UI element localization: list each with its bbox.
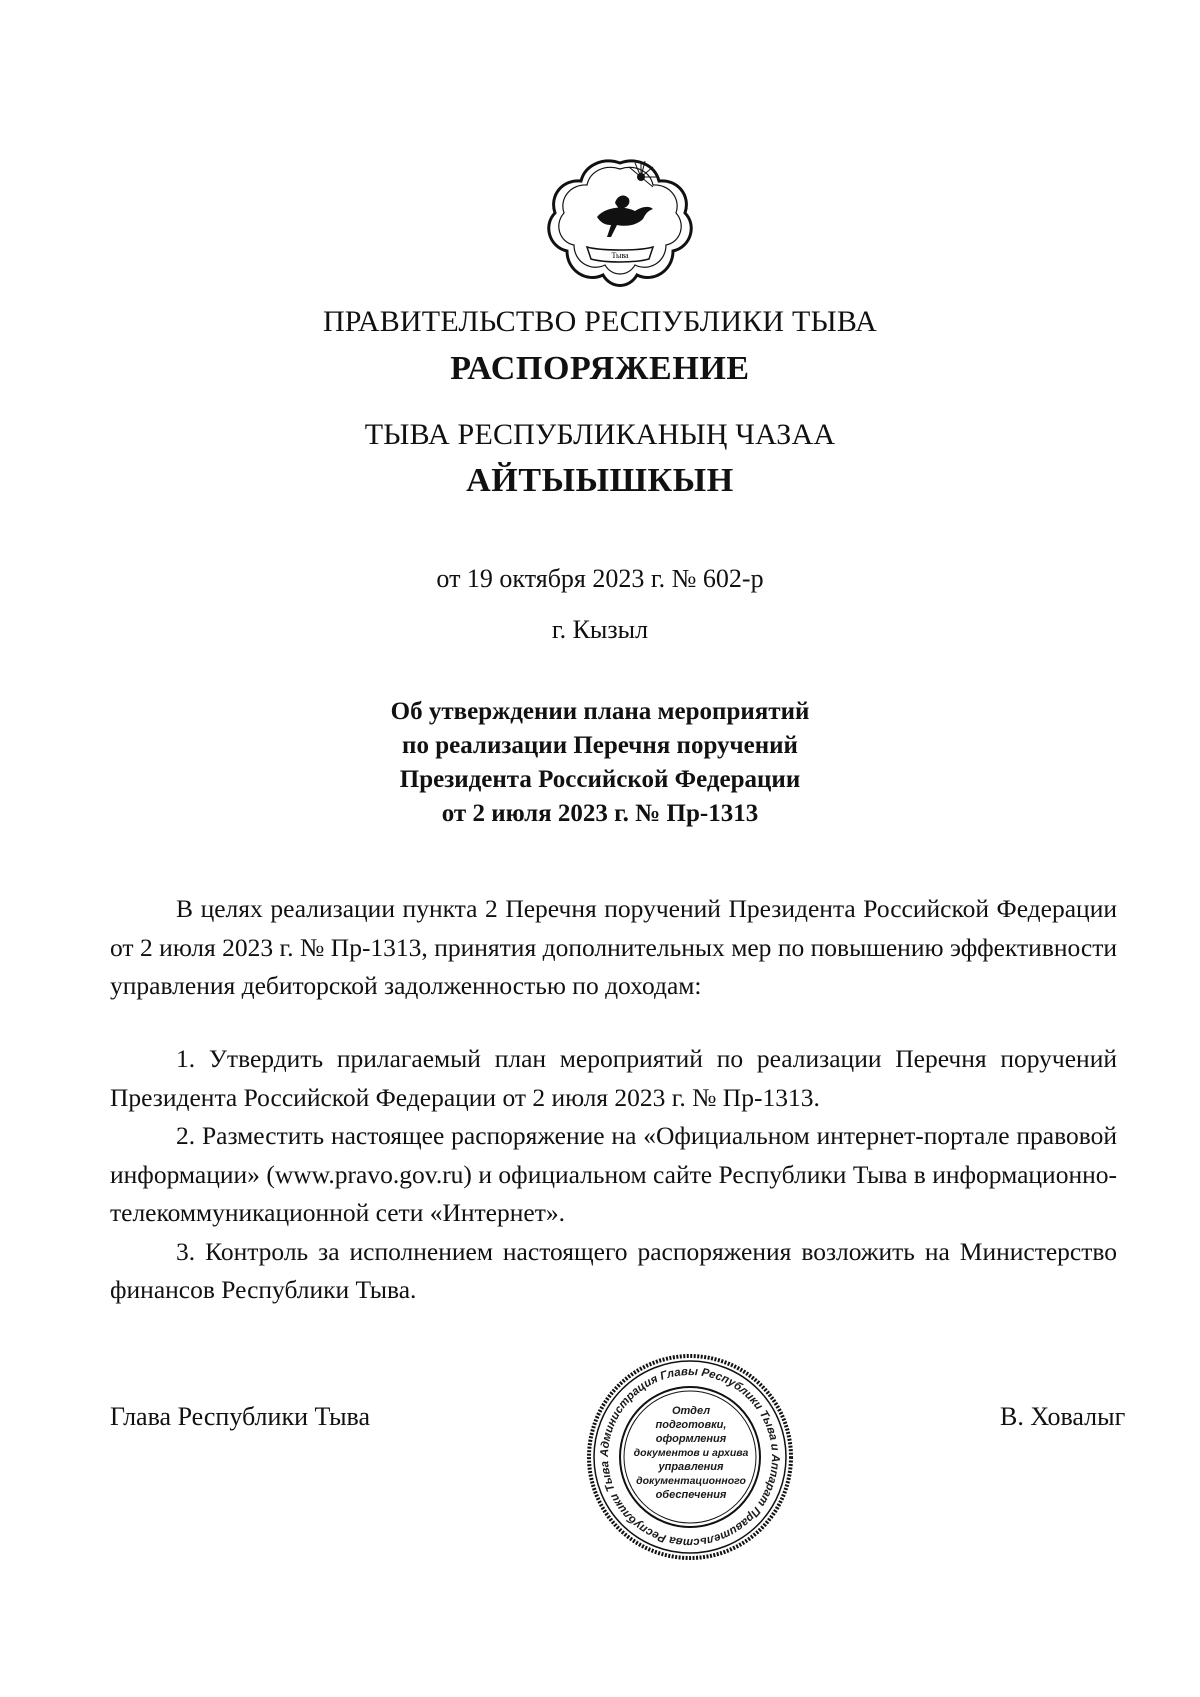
- stamp-line: документов и архива: [633, 1447, 749, 1459]
- order-item-2: 2. Разместить настоящее распоряжение на «Официальном интернет-портале правовой информации» (www.pravo.gov.ru) и официальном сайте Республики Тыва в информационно-телекоммуникационной сети «Интернет».: [110, 1121, 1117, 1227]
- stamp-line: Отдел: [671, 1405, 711, 1417]
- order-item-1: 1. Утвердить прилагаемый план мероприятий по реализации Перечня поручений Президента Российской Федерации от 2 июля 2023 г. № Пр-1313.: [110, 1044, 1117, 1112]
- stamp-line: оформления: [655, 1433, 727, 1445]
- stamp-line: управления: [658, 1461, 724, 1473]
- document-date-number: от 19 октября 2023 г. № 602-р: [436, 564, 764, 593]
- emblem-ribbon-text: Тыва: [611, 251, 629, 260]
- stamp-line: подготовки,: [655, 1419, 727, 1431]
- order-item-3: 3. Контроль за исполнением настоящего распоряжения возложить на Министерство финансов Республики Тыва.: [110, 1236, 1117, 1304]
- government-name-tv: ТЫВА РЕСПУБЛИКАНЫҢ ЧАЗАА: [364, 418, 836, 451]
- intro-paragraph: [110, 890, 1117, 1006]
- title-line: Об утверждении плана мероприятий: [390, 698, 810, 725]
- official-stamp: [585, 1352, 795, 1562]
- title-line: от 2 июля 2023 г. № Пр-1313: [441, 800, 759, 827]
- signature-position: Глава Республики Тыва: [110, 1402, 371, 1431]
- signature-name: В. Ховалыг: [1000, 1402, 1126, 1431]
- stamp-line: обеспечения: [655, 1489, 727, 1501]
- stamp-line: документационного: [636, 1475, 746, 1487]
- tuva-emblem-icon: [545, 155, 695, 290]
- stamp-ring-text: Администрация Главы Республики Тыва и Аппарат Правительства Республики Тыва: [598, 1365, 782, 1549]
- intro-text: В целях реализации пункта 2 Перечня поручений Президента Российской Федерации от 2 июля 2023 г. № Пр-1313, принятия дополнительных мер по повышению эффективности управления дебиторской задолженностью по доходам:: [110, 894, 1117, 1000]
- document-title: [0, 695, 1200, 831]
- document-city: г. Кызыл: [551, 615, 649, 644]
- order-items: [110, 1040, 1117, 1310]
- document-type-tv: АЙТЫЫШКЫН: [466, 462, 734, 499]
- document-type-ru: РАСПОРЯЖЕНИЕ: [450, 350, 750, 387]
- title-line: по реализации Перечня поручений: [402, 732, 798, 759]
- title-line: Президента Российской Федерации: [399, 766, 801, 793]
- government-name-ru: ПРАВИТЕЛЬСТВО РЕСПУБЛИКИ ТЫВА: [322, 305, 878, 338]
